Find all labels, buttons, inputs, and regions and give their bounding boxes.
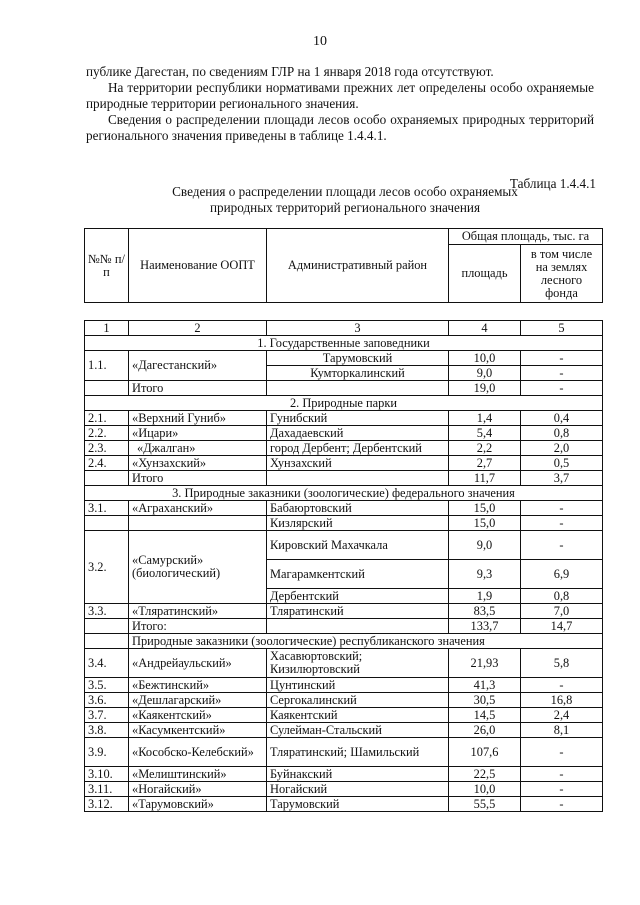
- total-row: [85, 381, 603, 396]
- table-row: [85, 738, 603, 767]
- district: Сергокалинский: [267, 693, 449, 708]
- area: 133,7: [449, 619, 521, 634]
- row-number: 3.9.: [85, 738, 129, 767]
- section-row: [85, 396, 603, 411]
- row-number: 2.3.: [85, 441, 129, 456]
- district: Тляратинский; Шамильский: [267, 738, 449, 767]
- forest-area: 0,8: [521, 589, 603, 604]
- table-row: [85, 456, 603, 471]
- table-label: Таблица 1.4.4.1: [509, 176, 596, 191]
- row-number: 3.7.: [85, 708, 129, 723]
- district: Дербентский: [267, 589, 449, 604]
- oopt-name: «Андрейаульский»: [129, 649, 267, 678]
- forest-area: -: [521, 767, 603, 782]
- district: Каякентский: [267, 708, 449, 723]
- section-heading: Природные заказники (зоологические) республиканского значения: [129, 634, 603, 649]
- area: 19,0: [449, 381, 521, 396]
- oopt-name: «Ногайский»: [129, 782, 267, 797]
- oopt-name: «Тарумовский»: [129, 797, 267, 812]
- forest-area: -: [521, 366, 603, 381]
- row-number: 3.4.: [85, 649, 129, 678]
- row-number: 2.4.: [85, 456, 129, 471]
- table-row: [85, 531, 603, 560]
- table-row: [85, 501, 603, 516]
- area: 11,7: [449, 471, 521, 486]
- district: Тарумовский: [267, 797, 449, 812]
- header-total-area: Общая площадь, тыс. га: [449, 229, 603, 245]
- area: 9,0: [449, 366, 521, 381]
- district: Хунзахский: [267, 456, 449, 471]
- row-number: 3.10.: [85, 767, 129, 782]
- oopt-name: «Аграханский»: [129, 501, 267, 516]
- row-number: 3.2.: [85, 531, 129, 604]
- area: 9,0: [449, 531, 521, 560]
- district: Цунтинский: [267, 678, 449, 693]
- col-number: 1: [85, 321, 129, 336]
- oopt-name: «Дешлагарский»: [129, 693, 267, 708]
- header-name: Наименование ООПТ: [129, 229, 267, 303]
- area: 55,5: [449, 797, 521, 812]
- section-heading: 2. Природные парки: [85, 396, 603, 411]
- col-number: 5: [521, 321, 603, 336]
- oopt-name: «Самурский» (биологический): [129, 531, 267, 604]
- district: Хасавюртовский; Кизилюртовский: [267, 649, 449, 678]
- area: 15,0: [449, 501, 521, 516]
- table-row: [85, 426, 603, 441]
- forest-area: 16,8: [521, 693, 603, 708]
- header-district: Административный район: [267, 229, 449, 303]
- forest-area: 14,7: [521, 619, 603, 634]
- table-row: [85, 797, 603, 812]
- total-label: Итого:: [129, 619, 267, 634]
- district: Бабаюртовский: [267, 501, 449, 516]
- forest-area: 3,7: [521, 471, 603, 486]
- area: 14,5: [449, 708, 521, 723]
- forest-area: -: [521, 501, 603, 516]
- forest-area: 7,0: [521, 604, 603, 619]
- table-title-line-2: природных территорий регионального значения: [209, 200, 481, 215]
- table-row: [85, 604, 603, 619]
- paragraph-1: публике Дагестан, по сведениям ГЛР на 1 января 2018 года отсутствуют.: [86, 64, 494, 79]
- district: Кумторкалинский: [267, 366, 449, 381]
- header-area: площадь: [449, 245, 521, 303]
- area: 15,0: [449, 516, 521, 531]
- forest-area: -: [521, 782, 603, 797]
- oopt-name: «Дагестанский»: [129, 351, 267, 381]
- column-number-row: [85, 321, 603, 336]
- area: 30,5: [449, 693, 521, 708]
- total-label: Итого: [129, 381, 267, 396]
- oopt-name: «Касумкентский»: [129, 723, 267, 738]
- table-row: [85, 693, 603, 708]
- area: 1,4: [449, 411, 521, 426]
- row-number: 3.1.: [85, 501, 129, 516]
- district: Дахадаевский: [267, 426, 449, 441]
- forest-area: -: [521, 351, 603, 366]
- col-number: 4: [449, 321, 521, 336]
- table-row: [85, 516, 603, 531]
- oopt-name: «Каякентский»: [129, 708, 267, 723]
- section-row: [85, 634, 603, 649]
- area: 83,5: [449, 604, 521, 619]
- row-number: 3.6.: [85, 693, 129, 708]
- forest-area: -: [521, 678, 603, 693]
- paragraph-3: Сведения о распределении площади лесов особо охраняемых природных территорий регионального значения приведены в таблице 1.4.4.1.: [86, 112, 594, 143]
- section-heading: 3. Природные заказники (зоологические) федерального значения: [85, 486, 603, 501]
- district: Тляратинский: [267, 604, 449, 619]
- row-number: 3.3.: [85, 604, 129, 619]
- district: Ногайский: [267, 782, 449, 797]
- section-heading: 1. Государственные заповедники: [85, 336, 603, 351]
- paragraph-2: На территории республики нормативами прежних лет определены особо охраняемые природные территории регионального значения.: [86, 80, 594, 111]
- total-row: [85, 471, 603, 486]
- area: 107,6: [449, 738, 521, 767]
- section-row: [85, 486, 603, 501]
- table-row: [85, 767, 603, 782]
- table-row: [85, 411, 603, 426]
- row-number: 3.11.: [85, 782, 129, 797]
- oopt-name: «Кособско-Келебский»: [129, 738, 267, 767]
- district: город Дербент; Дербентский: [267, 441, 449, 456]
- table-row: [85, 678, 603, 693]
- row-number: 3.8.: [85, 723, 129, 738]
- forest-area: 0,4: [521, 411, 603, 426]
- col-number: 2: [129, 321, 267, 336]
- forest-area: 0,5: [521, 456, 603, 471]
- forest-area: -: [521, 797, 603, 812]
- area: 2,2: [449, 441, 521, 456]
- oopt-name: «Верхний Гуниб»: [129, 411, 267, 426]
- row-number: 3.12.: [85, 797, 129, 812]
- oopt-name: «Джалган»: [129, 441, 267, 456]
- table-row: [85, 708, 603, 723]
- oopt-name: «Тляратинский»: [129, 604, 267, 619]
- area: 41,3: [449, 678, 521, 693]
- forest-area: -: [521, 531, 603, 560]
- area: 5,4: [449, 426, 521, 441]
- forest-area: 6,9: [521, 560, 603, 589]
- table-row: [85, 723, 603, 738]
- oopt-name: «Бежтинский»: [129, 678, 267, 693]
- table-row: [85, 351, 603, 366]
- oopt-name: «Ицари»: [129, 426, 267, 441]
- row-number: 2.2.: [85, 426, 129, 441]
- section-row: [85, 336, 603, 351]
- table-title-line-1: Сведения о распределении площади лесов особо охраняемых: [172, 184, 518, 199]
- oopt-name: «Хунзахский»: [129, 456, 267, 471]
- area: 10,0: [449, 351, 521, 366]
- data-table: [84, 320, 603, 812]
- forest-area: 2,0: [521, 441, 603, 456]
- forest-area: -: [521, 381, 603, 396]
- district: Сулейман-Стальский: [267, 723, 449, 738]
- oopt-name: «Мелиштинский»: [129, 767, 267, 782]
- district: Буйнакский: [267, 767, 449, 782]
- district: Гунибский: [267, 411, 449, 426]
- area: 1,9: [449, 589, 521, 604]
- page-number: 10: [313, 34, 327, 49]
- forest-area: -: [521, 516, 603, 531]
- forest-area: 8,1: [521, 723, 603, 738]
- total-label: Итого: [129, 471, 267, 486]
- area: 22,5: [449, 767, 521, 782]
- row-number: 2.1.: [85, 411, 129, 426]
- header-forest-fund: в том числе на землях лесного фонда: [521, 245, 603, 303]
- district: Магарамкентский: [267, 560, 449, 589]
- forest-area: 0,8: [521, 426, 603, 441]
- total-row: [85, 619, 603, 634]
- forest-area: -: [521, 738, 603, 767]
- table-row: [85, 782, 603, 797]
- forest-area: 5,8: [521, 649, 603, 678]
- district: Кизлярский: [267, 516, 449, 531]
- area: 9,3: [449, 560, 521, 589]
- table-header: [84, 228, 603, 303]
- area: 21,93: [449, 649, 521, 678]
- table-title: [130, 184, 560, 216]
- area: 10,0: [449, 782, 521, 797]
- header-num: №№ п/п: [85, 229, 129, 303]
- table-row: [85, 441, 603, 456]
- col-number: 3: [267, 321, 449, 336]
- forest-area: 2,4: [521, 708, 603, 723]
- row-number: 1.1.: [85, 351, 129, 381]
- district: Кировский Махачкала: [267, 531, 449, 560]
- area: 2,7: [449, 456, 521, 471]
- area: 26,0: [449, 723, 521, 738]
- district: Тарумовский: [267, 351, 449, 366]
- row-number: 3.5.: [85, 678, 129, 693]
- table-row: [85, 649, 603, 678]
